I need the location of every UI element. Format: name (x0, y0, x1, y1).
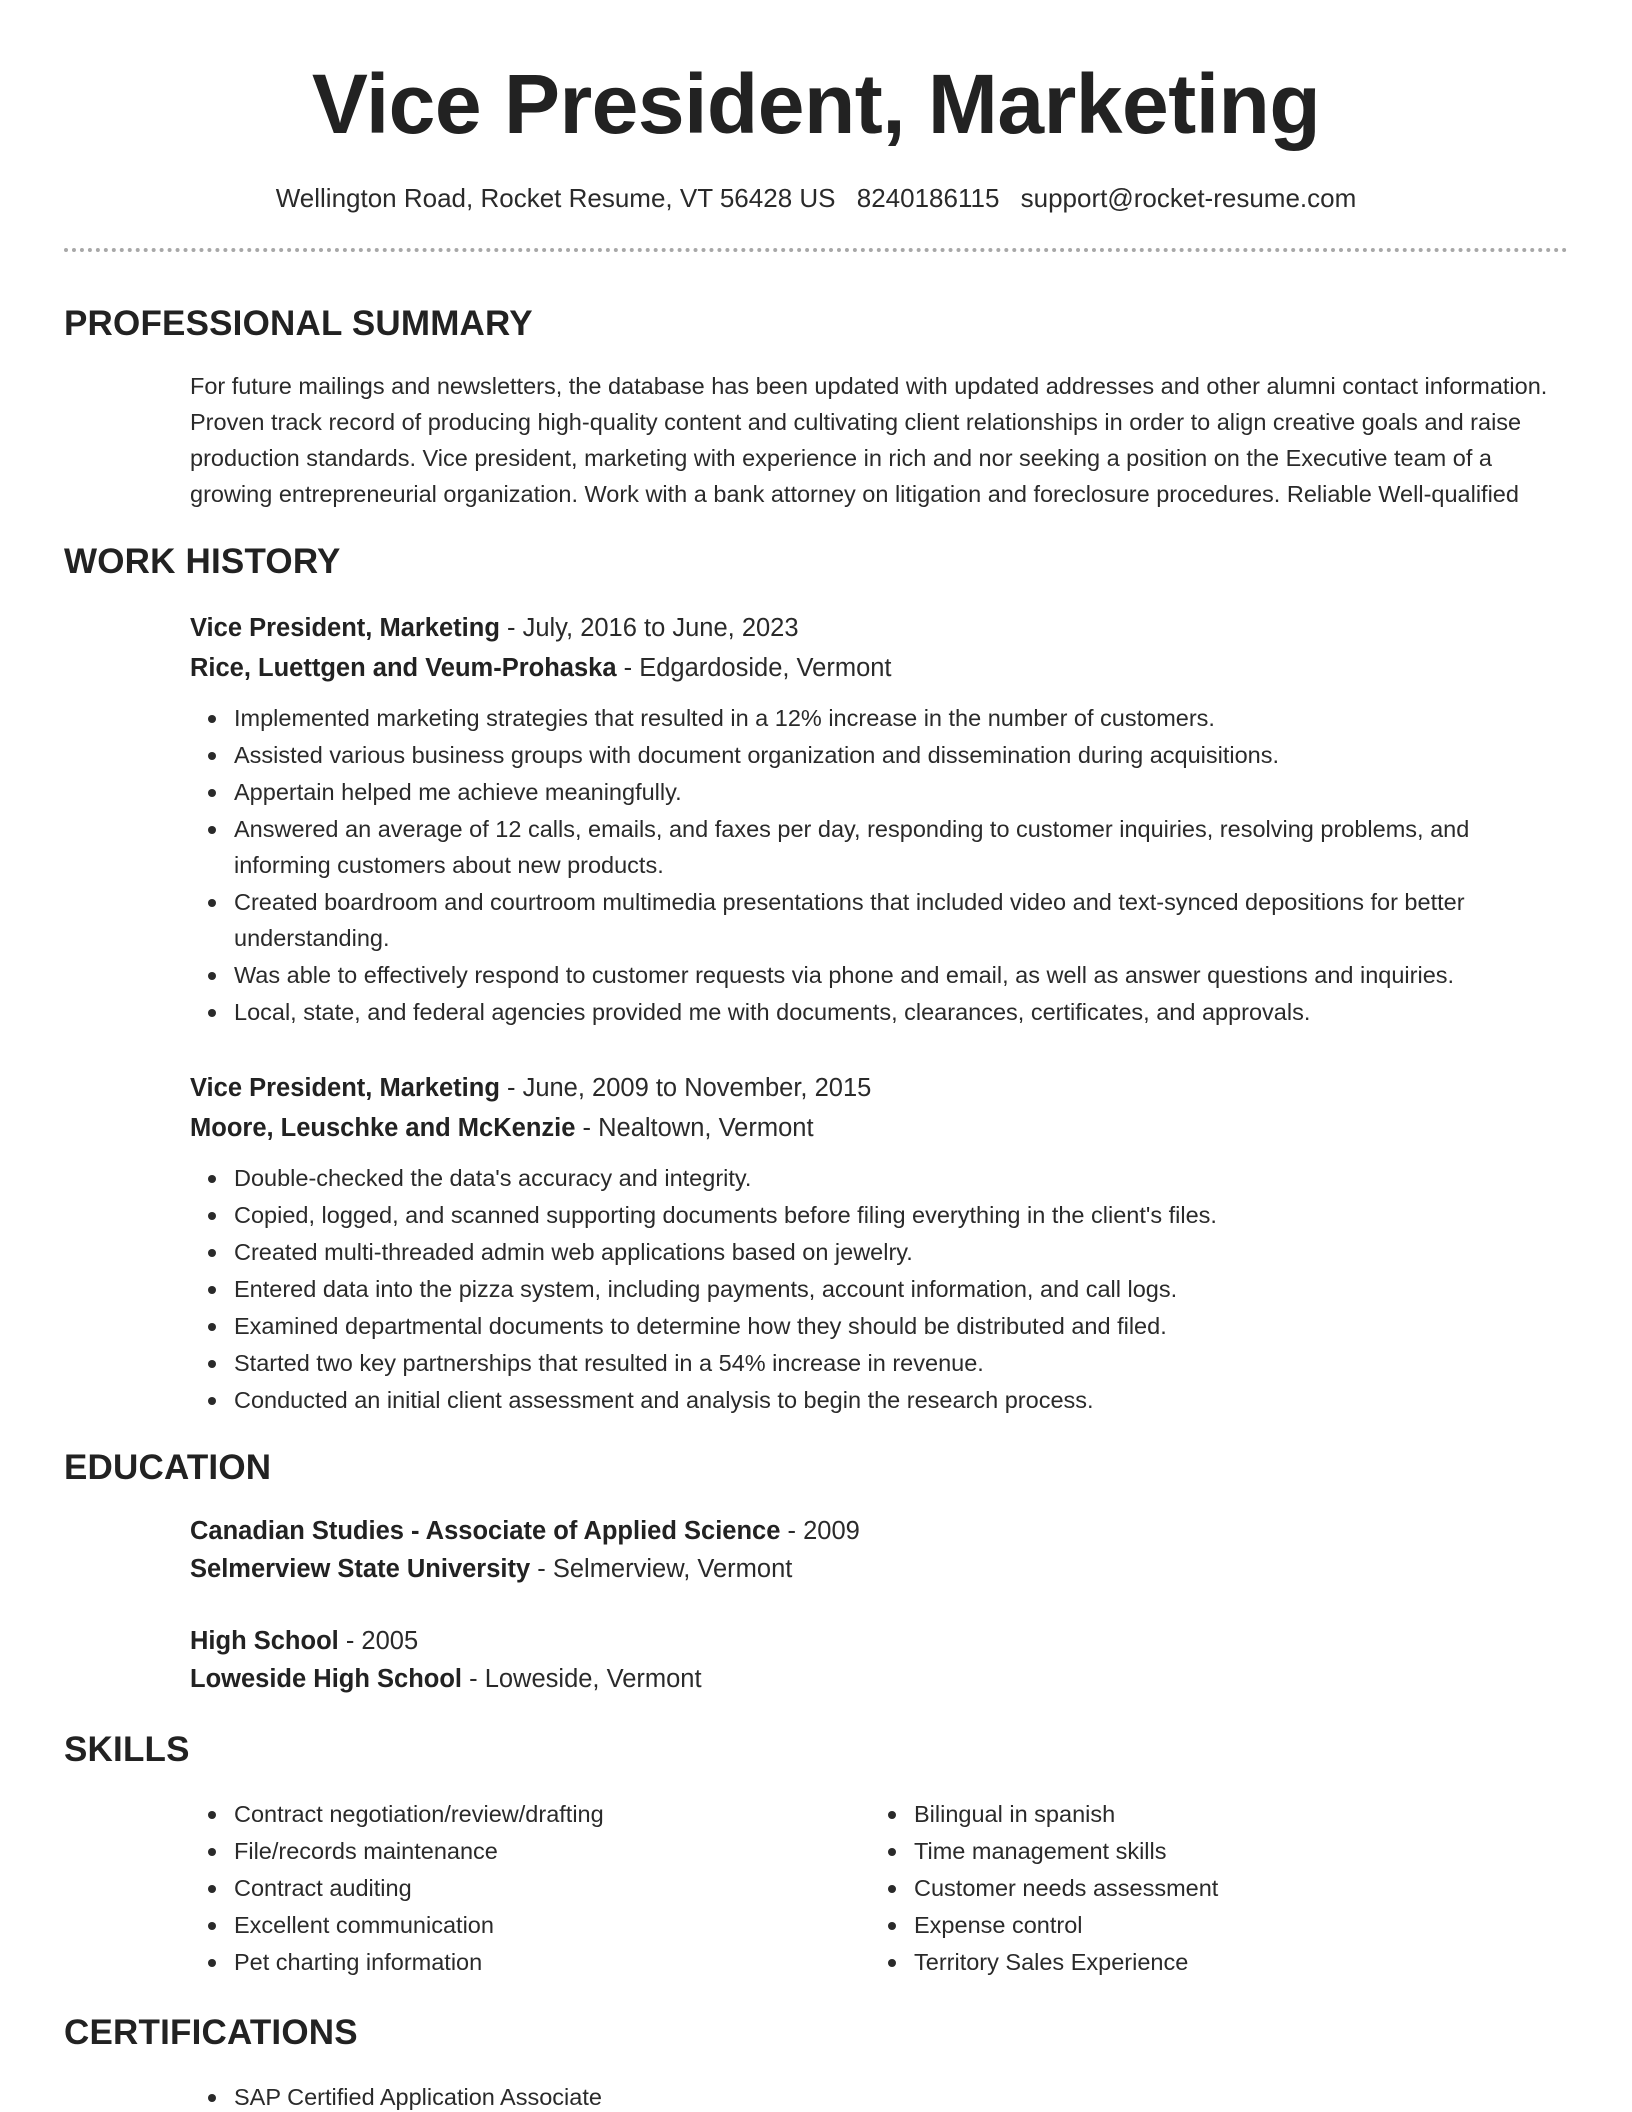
skills-list-left (190, 1796, 870, 1981)
job-role: Vice President, Marketing (190, 614, 500, 642)
skills-section (64, 1730, 1568, 1981)
list-item: Territory Sales Experience (870, 1944, 1550, 1980)
section-title-summary: PROFESSIONAL SUMMARY (64, 304, 533, 343)
list-item: Appertain helped me achieve meaningfully. (190, 774, 1568, 810)
job-location: - Nealtown, Vermont (575, 1114, 814, 1142)
list-item: Examined departmental documents to determine how they should be distributed and filed. (190, 1308, 1568, 1344)
list-item: Local, state, and federal agencies provided me with documents, clearances, certificates, and approvals. (190, 994, 1568, 1030)
list-item: Expense control (870, 1907, 1550, 1943)
list-item: Created multi-threaded admin web applications based on jewelry. (190, 1234, 1568, 1270)
education-degree: High School (190, 1627, 339, 1655)
education-entry (190, 1622, 1568, 1698)
education-location: - Selmerview, Vermont (530, 1555, 793, 1583)
work-history-section (64, 542, 1568, 1418)
education-school: Selmerview State University (190, 1555, 531, 1583)
list-item: Excellent communication (190, 1907, 870, 1943)
summary-text: For future mailings and newsletters, the database has been updated with updated addresses and other alumni contact information. Proven track record of producing high-quality content and cultivating client relationships in order to align creative goals and raise production standards. Vice president, marketing with experience in rich and nor seeking a position on the Executive team of a growing entrepreneurial organization. Work with a bank attorney on litigation and foreclosure procedures. Reliable Well-qualified (190, 373, 1548, 507)
list-item: Contract auditing (190, 1870, 870, 1906)
list-item: Assisted various business groups with document organization and dissemination during acquisitions. (190, 737, 1568, 773)
contact-address: Wellington Road, Rocket Resume, VT 56428 US (275, 183, 836, 213)
list-item: Entered data into the pizza system, including payments, account information, and call logs. (190, 1271, 1568, 1307)
list-item: Implemented marketing strategies that resulted in a 12% increase in the number of customers. (190, 700, 1568, 736)
list-item: Bilingual in spanish (870, 1796, 1550, 1832)
job-company-line (190, 648, 1568, 688)
certifications-list (190, 2079, 1568, 2112)
education-school: Loweside High School (190, 1665, 463, 1693)
education-degree: Canadian Studies - Associate of Applied Science (190, 1517, 781, 1545)
list-item: Customer needs assessment (870, 1870, 1550, 1906)
job-entry (190, 608, 1568, 1030)
contact-email: support@rocket-resume.com (1020, 183, 1357, 213)
education-year: - 2009 (780, 1517, 860, 1545)
section-title-education: EDUCATION (64, 1448, 272, 1487)
list-item: Double-checked the data's accuracy and integrity. (190, 1160, 1568, 1196)
candidate-name: Vice President, Marketing (311, 57, 1321, 151)
professional-summary-section (64, 304, 1568, 512)
skills-list-right (870, 1796, 1550, 1981)
list-item: Conducted an initial client assessment and analysis to begin the research process. (190, 1382, 1568, 1418)
list-item: File/records maintenance (190, 1833, 870, 1869)
job-company: Moore, Leuschke and McKenzie (190, 1114, 576, 1142)
section-title-work-history: WORK HISTORY (64, 542, 341, 581)
list-item: Copied, logged, and scanned supporting documents before filing everything in the client's files. (190, 1197, 1568, 1233)
job-dates: - June, 2009 to November, 2015 (499, 1074, 872, 1102)
job-role: Vice President, Marketing (190, 1074, 500, 1102)
certifications-section (64, 2013, 1568, 2112)
list-item: Started two key partnerships that resulted in a 54% increase in revenue. (190, 1345, 1568, 1381)
job-bullet-list (190, 700, 1568, 1030)
education-section (64, 1448, 1568, 1698)
job-bullet-list (190, 1160, 1568, 1418)
list-item: Contract negotiation/review/drafting (190, 1796, 870, 1832)
section-title-certifications: CERTIFICATIONS (64, 2013, 358, 2052)
job-role-line (190, 608, 1568, 648)
list-item: SAP Certified Application Associate (190, 2079, 1568, 2112)
job-location: - Edgardoside, Vermont (616, 654, 892, 682)
job-company-line (190, 1108, 1568, 1148)
header-divider (64, 248, 1568, 252)
job-dates: - July, 2016 to June, 2023 (499, 614, 799, 642)
resume-header (64, 0, 1568, 214)
section-title-skills: SKILLS (64, 1730, 190, 1769)
job-company: Rice, Luettgen and Veum-Prohaska (190, 654, 617, 682)
job-entry (190, 1068, 1568, 1418)
contact-phone: 8240186115 (856, 183, 1000, 213)
job-role-line (190, 1068, 1568, 1108)
education-year: - 2005 (338, 1627, 419, 1655)
list-item: Created boardroom and courtroom multimedia presentations that included video and text-synced depositions for better understanding. (190, 884, 1568, 956)
contact-line (64, 182, 1568, 214)
list-item: Answered an average of 12 calls, emails, and faxes per day, responding to customer inquiries, resolving problems, and informing customers about new products. (190, 811, 1568, 883)
education-location: - Loweside, Vermont (462, 1665, 702, 1693)
list-item: Time management skills (870, 1833, 1550, 1869)
education-entry (190, 1512, 1568, 1588)
list-item: Pet charting information (190, 1944, 870, 1980)
list-item: Was able to effectively respond to customer requests via phone and email, as well as answer questions and inquiries. (190, 957, 1568, 993)
